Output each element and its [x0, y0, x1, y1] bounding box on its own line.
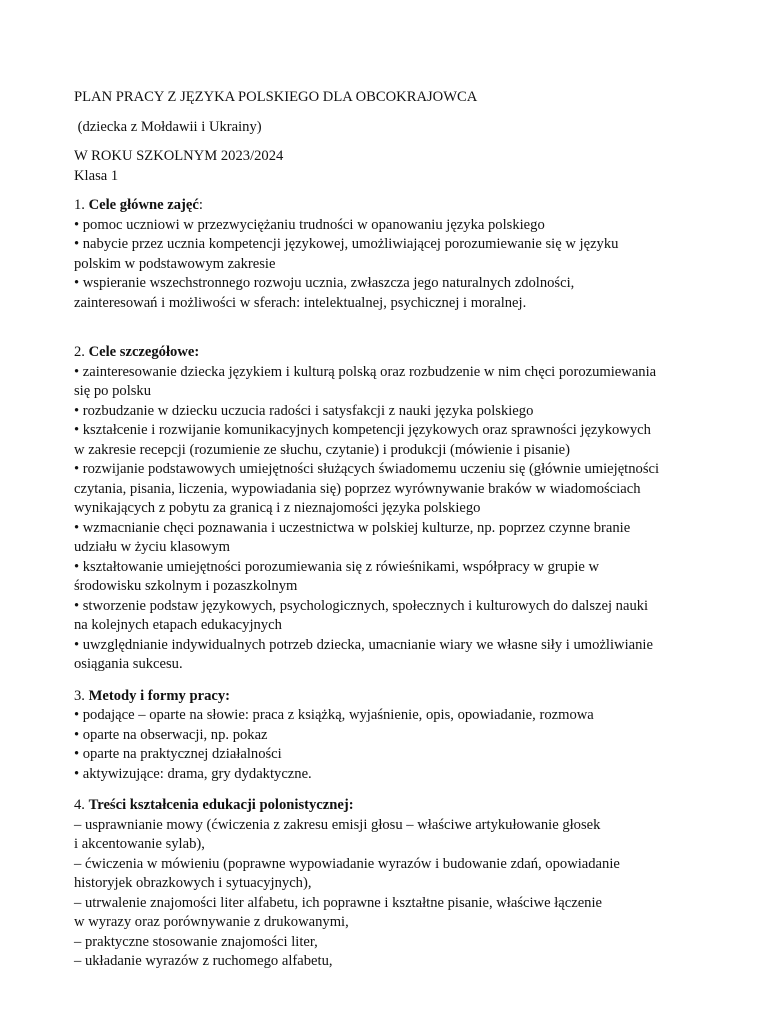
list-item: • wspieranie wszechstronnego rozwoju ucznia, zwłaszcza jego naturalnych zdolności, — [74, 275, 575, 291]
list-item: – usprawnianie mowy (ćwiczenia z zakresu emisji głosu – właściwe artykułowanie głosek — [74, 816, 601, 833]
list-item: • podające – oparte na słowie: praca z książką, wyjaśnienie, opis, opowiadanie, rozmowa — [74, 707, 594, 723]
section-number: 3. — [74, 687, 89, 704]
list-item: • rozbudzanie w dziecku uczucia radości i satysfakcji z nauki języka polskiego — [74, 402, 534, 419]
list-item: • oparte na praktycznej działalności — [74, 746, 282, 762]
section-heading — [74, 687, 704, 707]
list-item: się po polsku — [74, 383, 152, 399]
class-label: Klasa 1 — [74, 167, 119, 184]
list-item: • wzmacnianie chęci poznawania i uczestnictwa w polskiej kulturze, np. poprzez czynne branie — [74, 519, 631, 536]
list-item: polskim w podstawowym zakresie — [74, 255, 276, 272]
list-item: • nabycie przez ucznia kompetencji językowej, umożliwiającej porozumiewanie się w języku — [74, 236, 619, 252]
list-item: – utrwalenie znajomości liter alfabetu, ich poprawne i kształtne pisanie, właściwe łączenie — [74, 894, 602, 911]
list-item: • kształtowanie umiejętności porozumiewania się z rówieśnikami, współpracy w grupie w — [74, 558, 600, 575]
list-item: – układanie wyrazów z ruchomego alfabetu, — [74, 953, 333, 969]
section-number: 4. — [74, 797, 89, 813]
list-item: • oparte na obserwacji, np. pokaz — [74, 726, 268, 743]
list-item: • aktywizujące: drama, gry dydaktyczne. — [74, 765, 312, 782]
section-title: Cele szczegółowe: — [88, 344, 200, 360]
section-title: Metody i formy pracy: — [88, 687, 231, 704]
section-title: Treści kształcenia edukacji polonistycznej: — [88, 797, 354, 813]
list-item: osiągania sukcesu. — [74, 656, 183, 672]
section-title: Cele główne zajęć — [88, 197, 199, 213]
list-item: • uwzględnianie indywidualnych potrzeb dziecka, umacnianie wiary we własne siły i umożliwianie — [74, 636, 653, 653]
section-number: 1. — [74, 197, 89, 213]
document-title: PLAN PRACY Z JĘZYKA POLSKIEGO DLA OBCOKRAJOWCA — [74, 89, 478, 105]
document-subtitle: (dziecka z Mołdawii i Ukrainy) — [74, 118, 262, 135]
list-item: udziału w życiu klasowym — [74, 539, 231, 555]
document-content — [74, 88, 704, 972]
list-item: • stworzenie podstaw językowych, psychologicznych, społecznych i kulturowych do dalszej nauki — [74, 597, 649, 614]
list-item: historyjek obrazkowych i sytuacyjnych), — [74, 875, 312, 891]
list-item: wynikających z pobytu za granicą i z nieznajomości języka polskiego — [74, 500, 481, 516]
section-methods — [74, 687, 704, 785]
section-curriculum — [74, 796, 704, 972]
list-item: środowisku szkolnym i pozaszkolnym — [74, 578, 298, 594]
section-heading — [74, 796, 704, 816]
list-item: w wyrazy oraz porównywanie z drukowanymi, — [74, 914, 349, 930]
section-title-suffix: : — [198, 197, 203, 213]
list-item: • rozwijanie podstawowych umiejętności służących świadomemu uczeniu się (głównie umiejętności — [74, 461, 660, 477]
list-item: czytania, pisania, liczenia, wypowiadania się) poprzez wyrównywanie braków w wiadomościach — [74, 480, 641, 497]
section-number: 2. — [74, 344, 89, 360]
school-year: W ROKU SZKOLNYM 2023/2024 — [74, 148, 284, 164]
list-item: zainteresowań i możliwości w sferach: intelektualnej, psychicznej i moralnej. — [74, 294, 527, 311]
list-item: • pomoc uczniowi w przezwyciężaniu trudności w opanowaniu języka polskiego — [74, 216, 545, 233]
list-item: w zakresie recepcji (rozumienie ze słuchu, czytanie) i produkcji (mówienie i pisanie) — [74, 441, 570, 458]
list-item: • kształcenie i rozwijanie komunikacyjnych kompetencji językowych oraz sprawności językowych — [74, 422, 651, 438]
section-heading — [74, 196, 704, 216]
section-heading — [74, 343, 704, 363]
list-item: • zainteresowanie dziecka językiem i kulturą polską oraz rozbudzenie w nim chęci porozumiewania — [74, 363, 657, 380]
section-detailed-goals — [74, 343, 704, 675]
list-item: na kolejnych etapach edukacyjnych — [74, 617, 282, 633]
section-main-goals — [74, 196, 704, 313]
list-item: – praktyczne stosowanie znajomości liter, — [74, 933, 318, 950]
list-item: i akcentowanie sylab), — [74, 836, 205, 852]
list-item: – ćwiczenia w mówieniu (poprawne wypowiadanie wyrazów i budowanie zdań, opowiadanie — [74, 855, 620, 872]
